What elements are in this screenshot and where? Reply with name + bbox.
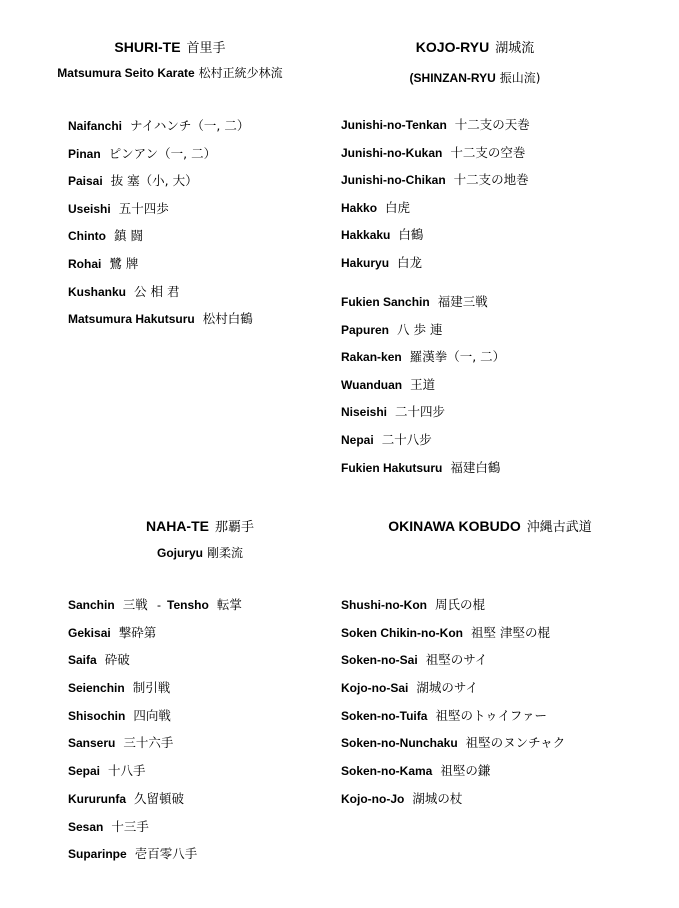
list-item: Sesan 十三手 — [68, 818, 149, 834]
list-item: Junishi-no-Kukan 十二支の空巻 — [341, 144, 526, 160]
list-item: Sanseru 三十六手 — [68, 735, 174, 751]
list-item: Shisochin 四向戦 — [68, 707, 171, 723]
kobudo-title: OKINAWA KOBUDO 沖縄古武道 — [388, 518, 592, 535]
kojoryu-header — [370, 37, 580, 88]
kobudo-kata-list — [341, 597, 565, 807]
nahate-subtitle: Gojuryu 剛柔流 — [156, 546, 244, 560]
list-item: Sepai 十八手 — [68, 763, 146, 779]
list-item: Soken-no-Sai 祖堅のサイ — [341, 652, 488, 668]
list-item: Suparinpe 壱百零八手 — [68, 846, 198, 862]
list-item: Junishi-no-Tenkan 十二支の天巻 — [341, 117, 530, 132]
list-item: Fukien Hakutsuru 福建白鶴 — [341, 459, 501, 475]
kobudo-header — [370, 516, 610, 538]
list-item: Kushanku 公 相 君 — [68, 283, 180, 299]
shurite-header — [40, 37, 300, 83]
list-item: Kojo-no-Jo 湖城の杖 — [341, 790, 463, 806]
list-item: Junishi-no-Chikan 十二支の地巻 — [341, 172, 529, 188]
list-item: Fukien Sanchin 福建三戦 — [341, 294, 488, 309]
list-item: Saifa 砕破 — [68, 652, 130, 668]
nahate-kata-list — [68, 597, 242, 862]
shurite-subtitle: Matsumura Seito Karate 松村正統少林流 — [57, 66, 283, 80]
list-item: Seienchin 制引戦 — [68, 680, 171, 696]
list-item: Hakkaku 白鶴 — [341, 227, 424, 243]
list-item: Wuanduan 王道 — [341, 376, 436, 392]
list-item: Soken-no-Tuifa 祖堅のトゥイファー — [341, 707, 548, 723]
kojoryu-kata-list-2 — [341, 294, 505, 476]
list-item: Matsumura Hakutsuru 松村白鶴 — [68, 311, 253, 327]
list-item: Soken-no-Kama 祖堅の鎌 — [341, 763, 491, 779]
list-item: Sanchin 三戦 - Tensho 転掌 — [68, 597, 242, 612]
list-item: Pinan ピンアン（一, 二） — [68, 145, 217, 161]
list-item: Nepai 二十八步 — [341, 431, 432, 447]
list-item: Naifanchi ナイハンチ（一, 二） — [68, 118, 250, 133]
list-item: Hakko 白虎 — [341, 199, 411, 215]
kojoryu-subtitle: (SHINZAN-RYU 振山流) — [409, 71, 541, 85]
list-item: Niseishi 二十四步 — [341, 404, 446, 420]
list-item: Gekisai 撃砕第 — [68, 624, 157, 640]
nahate-header — [100, 516, 300, 563]
list-item: Soken-no-Nunchaku 祖堅のヌンチャク — [341, 735, 566, 751]
list-item: Hakuryu 白龙 — [341, 254, 423, 270]
list-item: Soken Chikin-no-Kon 祖堅 津堅の棍 — [341, 624, 550, 640]
nahate-title: NAHA-TE 那覇手 — [145, 518, 254, 535]
list-item: Rohai 鷺 牌 — [68, 255, 139, 271]
list-item: Useishi 五十四歩 — [68, 200, 169, 216]
list-item: Paisai 抜 塞（小, 大） — [68, 173, 198, 189]
list-item: Chinto 鎮 闘 — [68, 228, 143, 244]
list-item: Shushi-no-Kon 周氏の棍 — [341, 597, 485, 612]
kojoryu-kata-list — [341, 117, 530, 271]
shurite-title: SHURI-TE 首里手 — [114, 39, 226, 56]
list-item: Rakan-ken 羅漢拳（一, 二） — [341, 349, 506, 365]
list-item: Kojo-no-Sai 湖城のサイ — [341, 680, 478, 696]
list-item: Kururunfa 久留頓破 — [68, 790, 185, 806]
kojoryu-title: KOJO-RYU 湖城流 — [415, 39, 535, 56]
list-item: Papuren 八 歩 連 — [341, 321, 443, 337]
shurite-kata-list — [68, 118, 253, 327]
